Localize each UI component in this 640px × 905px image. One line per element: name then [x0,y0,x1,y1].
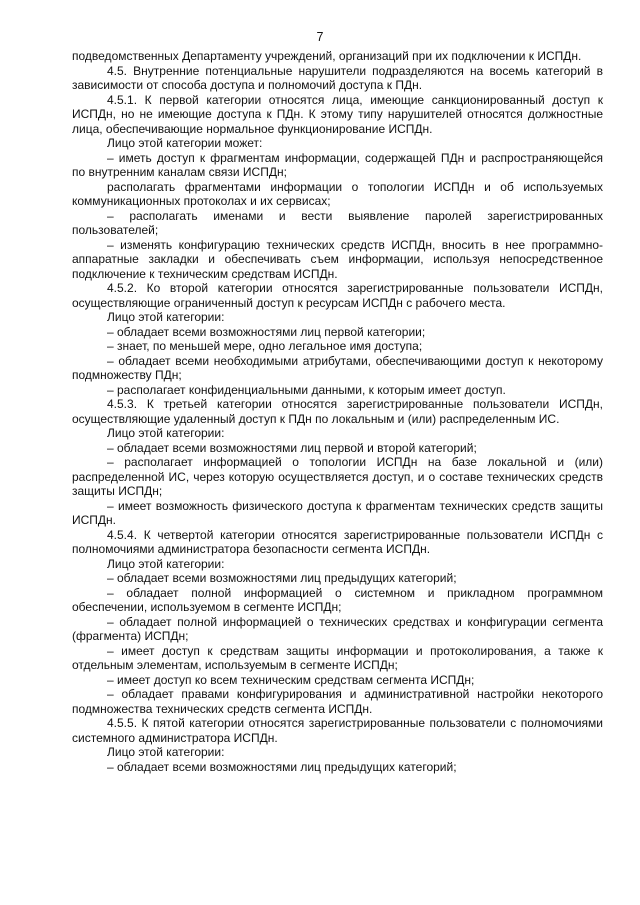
list-item: – располагать именами и вести выявление паролей зарегистрированных пользователей; [72,208,603,237]
paragraph-lead-in: Лицо этой категории: [107,745,225,759]
paragraph-section-4-5-5: 4.5.5. К пятой категории относятся зарегистрированные пользователи с полномочиями системного администратора ИСПДн. [72,716,603,745]
list-item: – имеет доступ к средствам защиты информации и протоколирования, а также к отдельным элементам, используемым в сегменте ИСПДн; [72,643,603,672]
list-item: располагать фрагментами информации о топологии ИСПДн и об используемых коммуникационных протоколах и их сервисах; [72,179,603,208]
list-item: – обладает всеми возможностями лиц первой категории; [107,324,426,339]
list-item: – изменять конфигурацию технических средств ИСПДн, вносить в нее программно-аппаратные закладки и обеспечивать съем информации, используя непосредственное подключение к техническим средствам ИСПДн. [72,237,603,281]
list-item: – обладает всеми возможностями лиц первой и второй категорий; [107,440,477,455]
list-item: – располагает конфиденциальными данными, к которым имеет доступ. [107,382,506,397]
paragraph-lead-in: Лицо этой категории может: [107,136,263,150]
paragraph-section-4-5-1: 4.5.1. К первой категории относятся лица, имеющие санкционированный доступ к ИСПДн, но не имеющие доступа к ПДн. К этому типу нарушителей относятся должностные лица, обеспечивающие нормальное функционирование ИСПДн. [72,92,603,136]
paragraph-section-4-5-2: 4.5.2. Ко второй категории относятся зарегистрированные пользователи ИСПДн, осуществляющие ограниченный доступ к ресурсам ИСПДн с рабочего места. [72,281,603,310]
page-number: 7 [316,30,324,44]
list-item: – обладает правами конфигурирования и административной настройки некоторого подмножества технических средств сегмента ИСПДн. [72,687,603,716]
list-item: – обладает всеми необходимыми атрибутами, обеспечивающими доступ к некоторому подмножеству ПДн; [72,353,603,382]
paragraph-section-4-5-3: 4.5.3. К третьей категории относятся зарегистрированные пользователи ИСПДн, осуществляющие удаленный доступ к ПДн по локальным и (или) распределенным ИС. [72,397,603,426]
paragraph-section-4-5-4: 4.5.4. К четвертой категории относятся зарегистрированные пользователи ИСПДн с полномочиями администратора безопасности сегмента ИСПДн. [72,527,603,556]
list-item: – имеет возможность физического доступа к фрагментам технических средств защиты ИСПДн. [72,498,603,527]
list-item: – обладает полной информацией о технических средствах и конфигурации сегмента (фрагмента) ИСПДн; [72,614,603,643]
paragraph-lead-in: Лицо этой категории: [107,556,225,571]
paragraph: подведомственных Департаменту учреждений, организаций при их подключении к ИСПДн. [72,49,582,63]
list-item: – располагает информацией о топологии ИСПДн на базе локальной и (или) распределенной ИС, через которую осуществляется доступ, и о составе технических средств защиты ИСПДн; [72,455,603,498]
list-item: – обладает полной информацией о системном и прикладном программном обеспечении, используемом в сегменте ИСПДн; [72,585,603,614]
paragraph-section-4-5: 4.5. Внутренние потенциальные нарушители подразделяются на восемь категорий в зависимости от способа доступа и полномочий доступа к ПДн. [72,63,603,92]
paragraph-lead-in: Лицо этой категории: [107,310,225,324]
list-item: – имеет доступ ко всем техническим средствам сегмента ИСПДн; [107,672,475,687]
list-item: – обладает всеми возможностями лиц предыдущих категорий; [107,759,457,774]
list-item: – обладает всеми возможностями лиц предыдущих категорий; [107,571,457,585]
paragraph-lead-in: Лицо этой категории: [107,426,225,440]
list-item: – знает, по меньшей мере, одно легальное имя доступа; [107,339,423,353]
list-item: – иметь доступ к фрагментам информации, содержащей ПДн и распространяющейся по внутренним каналам связи ИСПДн; [72,150,603,179]
body-text [72,49,603,774]
